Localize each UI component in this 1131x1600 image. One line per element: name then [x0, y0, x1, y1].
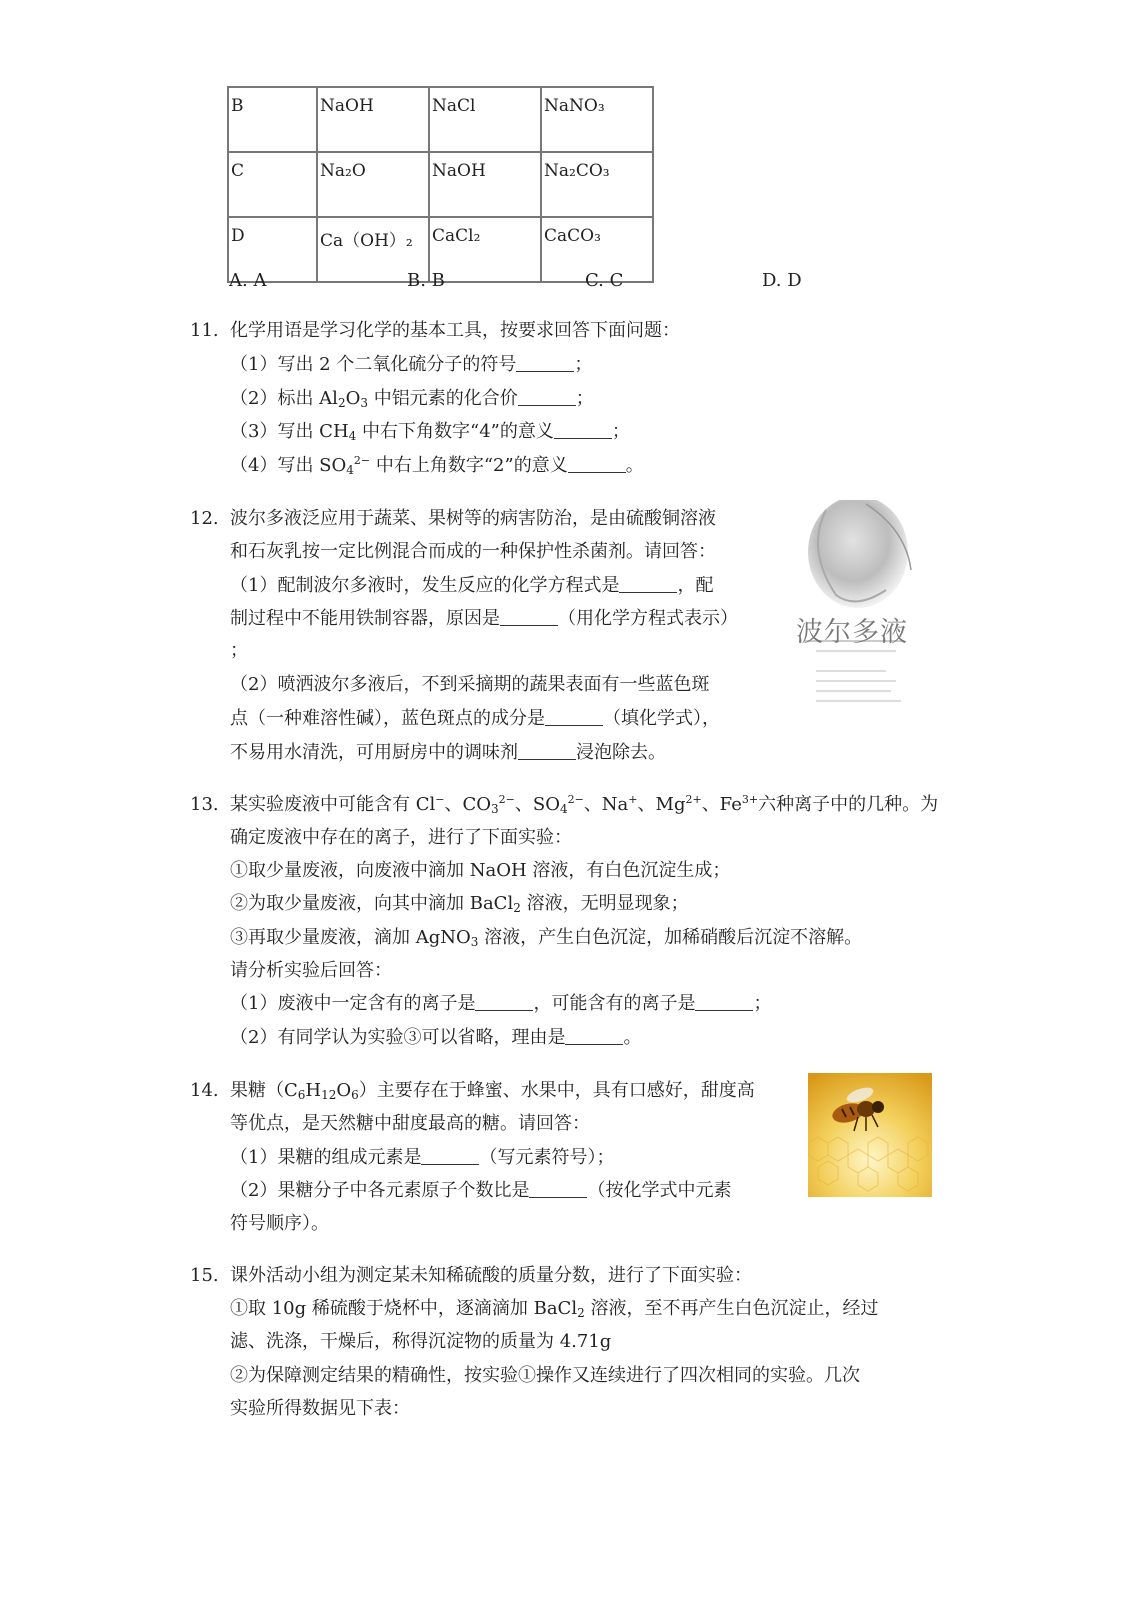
answer-blank[interactable] [554, 420, 612, 439]
question-14-line: 等优点，是天然糖中甜度最高的糖。请回答： [230, 1113, 590, 1134]
question-13-line: 确定废液中存在的离子，进行了下面实验： [230, 827, 572, 848]
question-12-line: 制过程中不能用铁制容器，原因是 （用化学方程式表示） [230, 608, 738, 629]
question-14-line: （1）果糖的组成元素是 （写元素符号）； [230, 1147, 615, 1168]
question-15-line: 滤、洗涤，干燥后，称得沉淀物的质量为 4.71g [230, 1331, 612, 1352]
question-13-line: 某实验废液中可能含有 Cl−、$CO_3^{2-}$、$SO_4^{2-}$、Na+、$Mg^{2+}$、$Fe^{3+}$六种离子中的几种。为 [230, 793, 939, 816]
question-12-line: （1）配制波尔多液时，发生反应的化学方程式是 ，配 [230, 575, 714, 596]
answer-blank[interactable] [568, 454, 626, 473]
answer-blank[interactable] [565, 1026, 623, 1045]
question-14-number: 14. [190, 1080, 219, 1101]
question-15-line: ②为保障测定结果的精确性，按实验①操作又连续进行了四次相同的实验。几次 [230, 1365, 860, 1386]
table-cell: C [228, 152, 317, 217]
choice-a[interactable]: A. A [229, 270, 267, 291]
table-cell: D [228, 217, 317, 282]
question-13-line: （1）废液中一定含有的离子是 ，可能含有的离子是 ； [230, 993, 772, 1014]
choice-c[interactable]: C. C [585, 270, 624, 291]
table-cell: Ca（OH）₂ [317, 217, 429, 282]
question-15-line: 课外活动小组为测定某未知稀硫酸的质量分数，进行了下面实验： [230, 1265, 752, 1286]
table-cell: NaCl [429, 87, 541, 152]
question-11-part-4: （4）写出 $SO_4^{2-}$ 中右上角数字“2”的意义 。 [230, 454, 644, 477]
answer-blank[interactable] [475, 992, 533, 1011]
question-11-part-2: （2）标出 $Al_2O_3$ 中铝元素的化合价 ； [230, 388, 594, 410]
bordeaux-mixture-image [796, 500, 924, 715]
table-cell: NaOH [317, 87, 429, 152]
table-row [228, 152, 653, 217]
answer-blank[interactable] [545, 707, 603, 726]
answer-blank[interactable] [619, 574, 677, 593]
question-15-line: 实验所得数据见下表： [230, 1398, 410, 1419]
answer-blank[interactable] [500, 607, 558, 626]
choice-d[interactable]: D. D [762, 270, 802, 291]
table-cell: CaCO₃ [541, 217, 653, 282]
question-12-line: ； [230, 640, 248, 661]
question-12-number: 12. [190, 508, 219, 529]
bee-icon [808, 1073, 932, 1197]
answer-blank[interactable] [516, 353, 574, 372]
table-cell: NaOH [429, 152, 541, 217]
table-cell: CaCl₂ [429, 217, 541, 282]
question-12-line: 和石灰乳按一定比例混合而成的一种保护性杀菌剂。请回答： [230, 541, 716, 562]
answer-blank[interactable] [518, 741, 576, 760]
bordeaux-label: 波尔多液 [796, 617, 908, 648]
bee-honeycomb-image [808, 1073, 932, 1197]
question-13-number: 13. [190, 794, 219, 815]
question-11-part-3: （3）写出 $CH_4$ 中右下角数字“4”的意义 ； [230, 421, 630, 443]
question-15-line: ①取 10g 稀硫酸于烧杯中，逐滴滴加 BaCl$_2$ 溶液，至不再产生白色沉淀止，经过 [230, 1298, 879, 1320]
question-12-line: 点（一种难溶性碱），蓝色斑点的成分是 （填化学式）， [230, 708, 720, 729]
question-11-part-1: （1）写出 2 个二氧化硫分子的符号 ； [230, 354, 593, 375]
question-15-number: 15. [190, 1265, 219, 1286]
question-12-line: （2）喷洒波尔多液后，不到采摘期的蔬果表面有一些蓝色斑 [230, 674, 710, 695]
question-14-line: 果糖$(C_6H_{12}O_6)$主要存在于蜂蜜、水果中，具有口感好，甜度高 [230, 1080, 755, 1102]
table-row [228, 87, 653, 152]
table-cell: B [228, 87, 317, 152]
answer-blank[interactable] [518, 387, 576, 406]
question-13-line: ②为取少量废液，向其中滴加 BaCl$_2$ 溶液，无明显现象； [230, 893, 689, 915]
table-cell: NaNO₃ [541, 87, 653, 152]
question-13-line: （2）有同学认为实验③可以省略，理由是 。 [230, 1027, 642, 1048]
choice-b[interactable]: B. B [407, 270, 445, 291]
table-cell: Na₂O [317, 152, 429, 217]
bordeaux-mixture-graphic [796, 500, 924, 715]
question-13-line: 请分析实验后回答： [230, 960, 392, 981]
question-11-number: 11. [190, 320, 219, 341]
question-14-line: 符号顺序）。 [230, 1213, 329, 1234]
table-cell: Na₂CO₃ [541, 152, 653, 217]
question-11-stem: 化学用语是学习化学的基本工具，按要求回答下面问题： [230, 320, 680, 341]
question-13-line: ①取少量废液，向废液中滴加 NaOH 溶液，有白色沉淀生成； [230, 860, 731, 881]
answer-blank[interactable] [529, 1179, 587, 1198]
question-14-line: （2）果糖分子中各元素原子个数比是 （按化学式中元素 [230, 1180, 732, 1201]
options-table [227, 86, 654, 283]
question-13-line: ③再取少量废液，滴加 AgNO$_3$ 溶液，产生白色沉淀，加稀硝酸后沉淀不溶解。 [230, 927, 863, 949]
question-12-line: 不易用水清洗，可用厨房中的调味剂 浸泡除去。 [230, 742, 666, 763]
answer-blank[interactable] [421, 1146, 479, 1165]
answer-blank[interactable] [695, 992, 753, 1011]
question-12-line: 波尔多液泛应用于蔬菜、果树等的病害防治，是由硫酸铜溶液 [230, 508, 716, 529]
